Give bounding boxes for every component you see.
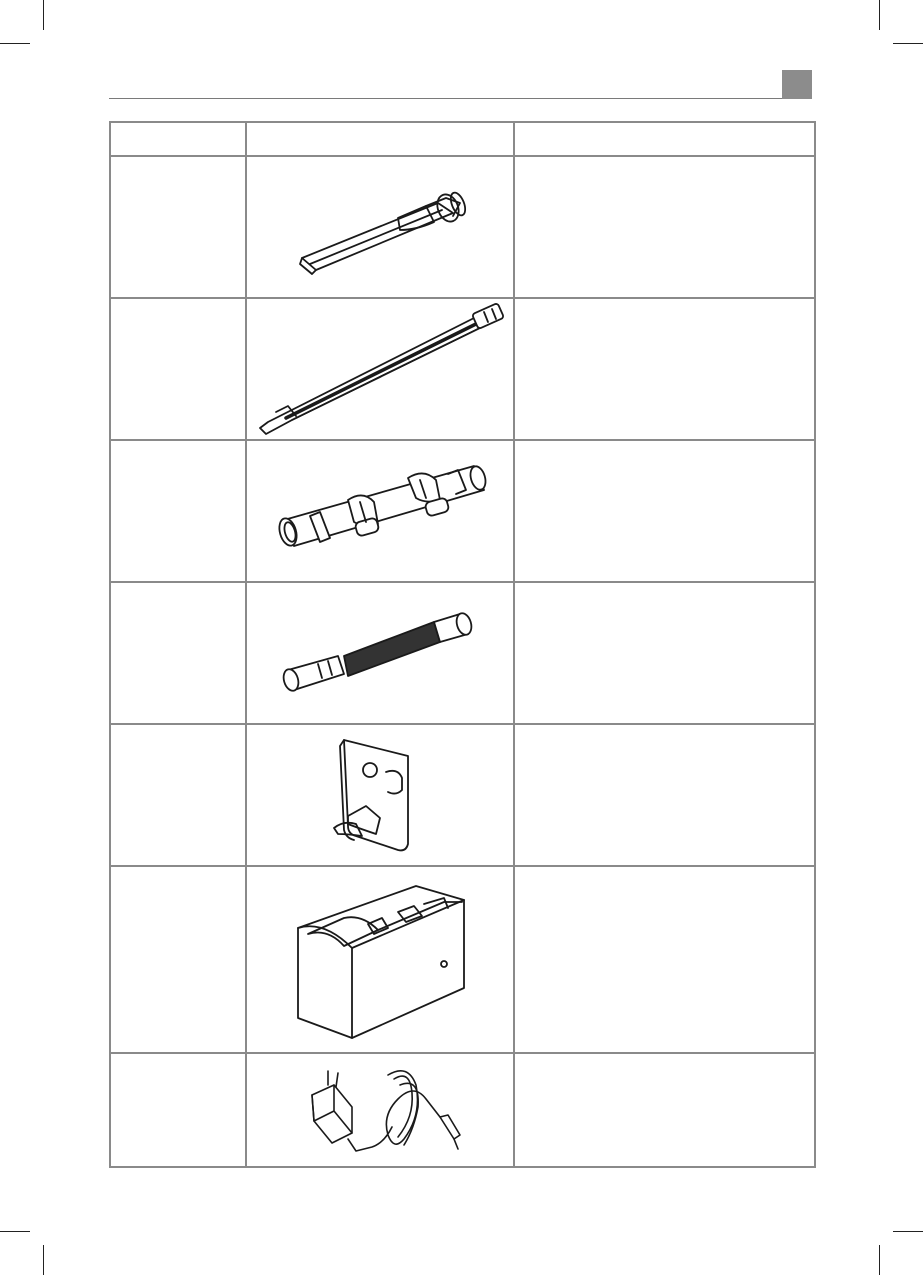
crop-mark	[0, 43, 30, 44]
part-image-cell	[246, 298, 514, 440]
charging-base-icon	[248, 868, 512, 1051]
part-image-cell	[246, 440, 514, 582]
part-description-cell	[514, 582, 815, 724]
crop-mark	[879, 1245, 880, 1275]
table-row	[110, 440, 815, 582]
crop-mark	[893, 1231, 923, 1232]
wall-bracket-icon	[248, 726, 512, 864]
table-header-row	[110, 122, 815, 156]
header-rule	[109, 98, 812, 99]
extension-tube-icon	[248, 442, 512, 580]
crop-mark	[0, 1231, 30, 1232]
part-image-cell	[246, 156, 514, 298]
page-tab	[782, 70, 812, 99]
part-description-cell	[514, 724, 815, 866]
part-name-cell	[110, 582, 246, 724]
part-description-cell	[514, 440, 815, 582]
part-name-cell	[110, 724, 246, 866]
table-row	[110, 156, 815, 298]
part-description-cell	[514, 866, 815, 1053]
parts-table	[109, 121, 816, 1168]
crop-mark	[893, 43, 923, 44]
part-image-cell	[246, 582, 514, 724]
part-name-cell	[110, 156, 246, 298]
column-header-image	[246, 122, 514, 156]
long-crevice-tool-icon	[248, 300, 512, 438]
part-name-cell	[110, 298, 246, 440]
table-row	[110, 724, 815, 866]
flexible-hose-icon	[248, 584, 512, 722]
table-row	[110, 1053, 815, 1167]
column-header-name	[110, 122, 246, 156]
part-image-cell	[246, 724, 514, 866]
part-description-cell	[514, 156, 815, 298]
table-row	[110, 298, 815, 440]
part-image-cell	[246, 1053, 514, 1167]
crop-mark	[879, 0, 880, 30]
crop-mark	[43, 0, 44, 30]
part-name-cell	[110, 440, 246, 582]
part-description-cell	[514, 1053, 815, 1167]
column-header-description	[514, 122, 815, 156]
crevice-tool-icon	[248, 158, 512, 296]
crop-mark	[43, 1245, 44, 1275]
part-image-cell	[246, 866, 514, 1053]
table-row	[110, 866, 815, 1053]
part-name-cell	[110, 866, 246, 1053]
part-name-cell	[110, 1053, 246, 1167]
charger-adapter-icon	[248, 1055, 512, 1165]
table-row	[110, 582, 815, 724]
part-description-cell	[514, 298, 815, 440]
